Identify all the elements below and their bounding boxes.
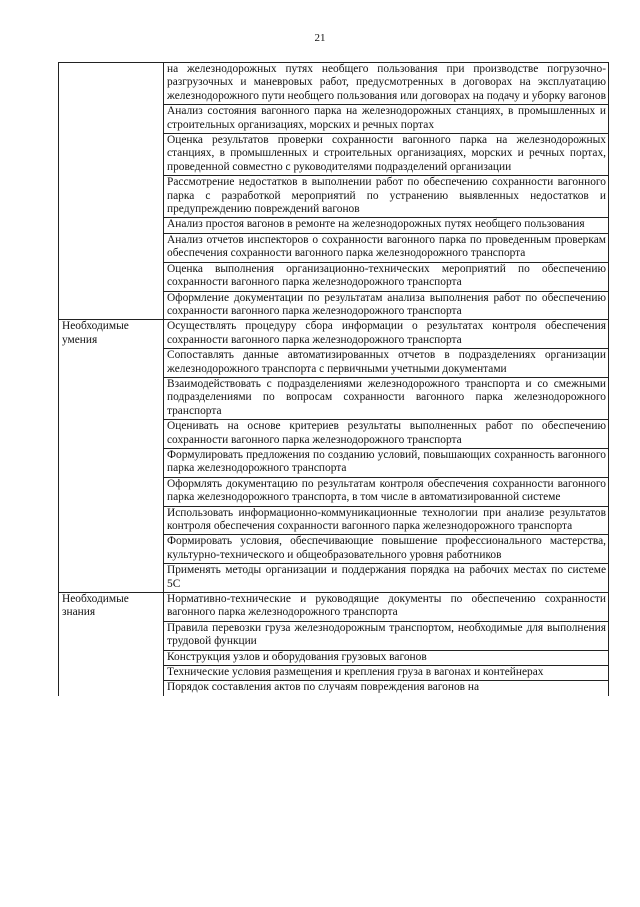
table-cell: на железнодорожных путях необщего пользования при производстве погрузочно-разгрузочных и маневровых работ, предусмотренных в договорах на эксплуатацию железнодорожного пути необщего пользования или договорах на подачу и уборку вагонов [164,63,609,105]
table-cell: Осуществлять процедуру сбора информации о результатах контроля обеспечения сохранности вагонного парка железнодорожного транспорта [164,320,609,349]
table-cell: Формулировать предложения по созданию условий, повышающих сохранность вагонного парка железнодорожного транспорта [164,448,609,477]
table-cell: Оценка выполнения организационно-технических мероприятий по обеспечению сохранности вагонного парка железнодорожного транспорта [164,262,609,291]
table-cell: Анализ простоя вагонов в ремонте на железнодорожных путях необщего пользования [164,218,609,233]
table-cell: Конструкция узлов и оборудования грузовых вагонов [164,650,609,665]
table-cell: Взаимодействовать с подразделениями железнодорожного транспорта и со смежными подразделениями по вопросам сохранности вагонного парка железнодорожного транспорта [164,377,609,419]
table-cell: Порядок составления актов по случаям повреждения вагонов на [164,681,609,696]
table-row [59,320,609,349]
table-cell: Анализ состояния вагонного парка на железнодорожных станциях, в промышленных и строительных организациях, морских и речных портах [164,105,609,134]
table-cell: Оценка результатов проверки сохранности вагонного парка на железнодорожных станциях, в промышленных и строительных организациях, морских и речных портах, проведенной совместно с руководителями подразделений организации [164,134,609,176]
table-cell: Использовать информационно-коммуникационные технологии при анализе результатов контроля обеспечения сохранности вагонного парка железнодорожного транспорта [164,506,609,535]
page-number: 21 [314,32,326,44]
table-cell: Анализ отчетов инспекторов о сохранности вагонного парка по проведенным проверкам обеспечения сохранности вагонного парка железнодорожного транспорта [164,233,609,262]
table-cell: Технические условия размещения и крепления груза в вагонах и контейнерах [164,666,609,681]
table-cell: Оформлять документацию по результатам контроля обеспечения сохранности вагонного парка железнодорожного транспорта, в том числе в автоматизированной системе [164,477,609,506]
table-cell: Формировать условия, обеспечивающие повышение профессионального мастерства, культурно-технического и общеобразовательного уровня работников [164,535,609,564]
table-cell: Сопоставлять данные автоматизированных отчетов в подразделениях организации железнодорожного транспорта с первичными учетными документами [164,349,609,378]
requirements-table [58,62,609,696]
table-cell: Рассмотрение недостатков в выполнении работ по обеспечению сохранности вагонного парка с разработкой мероприятий по устранению выявленных недостатков и предупреждению повреждений вагонов [164,176,609,218]
section-label-skills: Необходимые умения [59,320,164,593]
table-cell: Нормативно-технические и руководящие документы по обеспечению сохранности вагонного парка железнодорожного транспорта [164,593,609,622]
section-label-knowledge: Необходимые знания [59,593,164,696]
table-row [59,593,609,622]
table-cell: Правила перевозки груза железнодорожным транспортом, необходимые для выполнения трудовой функции [164,621,609,650]
table-cell: Оценивать на основе критериев результаты выполненных работ по обеспечению сохранности вагонного парка железнодорожного транспорта [164,420,609,449]
table-cell: Оформление документации по результатам анализа выполнения работ по обеспечению сохранности вагонного парка железнодорожного транспорта [164,291,609,320]
section-label-continued [59,63,164,320]
table-row [59,63,609,105]
table-cell: Применять методы организации и поддержания порядка на рабочих местах по системе 5С [164,564,609,593]
